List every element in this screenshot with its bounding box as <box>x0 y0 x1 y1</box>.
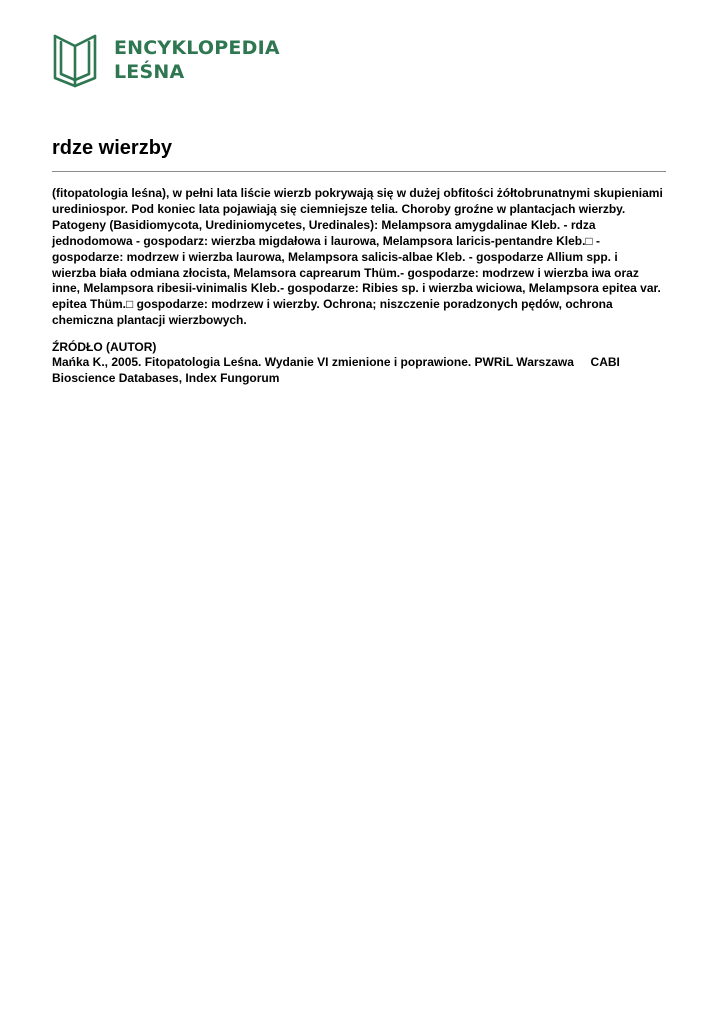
title-divider <box>52 171 666 172</box>
source-heading: ŹRÓDŁO (AUTOR) <box>52 340 157 354</box>
article-body: (fitopatologia leśna), w pełni lata liście wierzb pokrywają się w dużej obfitości żółtobrunatnymi skupieniami urediniospor. Pod koniec lata pojawiają się ciemniejsze telia. Choroby groźne w plantacjach wierzby. Patogeny (Basidiomycota, Urediniomycetes, Uredinales): Melampsora amygdalinae Kleb. - rdza jednodomowa - gospodarz: wierzba migdałowa i laurowa, Melampsora laricis-pentandre Kleb.□ - gospodarze: modrzew i wierzba laurowa, Melampsora salicis-albae Kleb. - gospodarze Allium spp. i wierzba biała odmiana złocista, Melamsora caprearum Thüm.- gospodarze: modrzew i wierzba iwa oraz inne, Melampsora ribesii-vinimalis Kleb.- gospodarze: Ribies sp. i wierzba wiciowa, Melampsora epitea var. epitea Thüm.□ gospodarze: modrzew i wierzby. Ochrona; niszczenie poradzonych pędów, ochrona chemiczna plantacji wierzbowych. <box>52 186 663 328</box>
logo-line-1: ENCYKLOPEDIA <box>114 37 280 59</box>
site-logo[interactable] <box>52 32 280 88</box>
logo-line-2: LEŚNA <box>114 61 185 83</box>
open-book-icon <box>52 32 98 88</box>
source-text: Mańka K., 2005. Fitopatologia Leśna. Wydanie VI zmienione i poprawione. PWRiL Warszawa CABI Bioscience Databases, Index Fungorum <box>52 355 624 385</box>
logo-wordmark <box>114 36 280 84</box>
page-title: rdze wierzby <box>52 137 173 159</box>
